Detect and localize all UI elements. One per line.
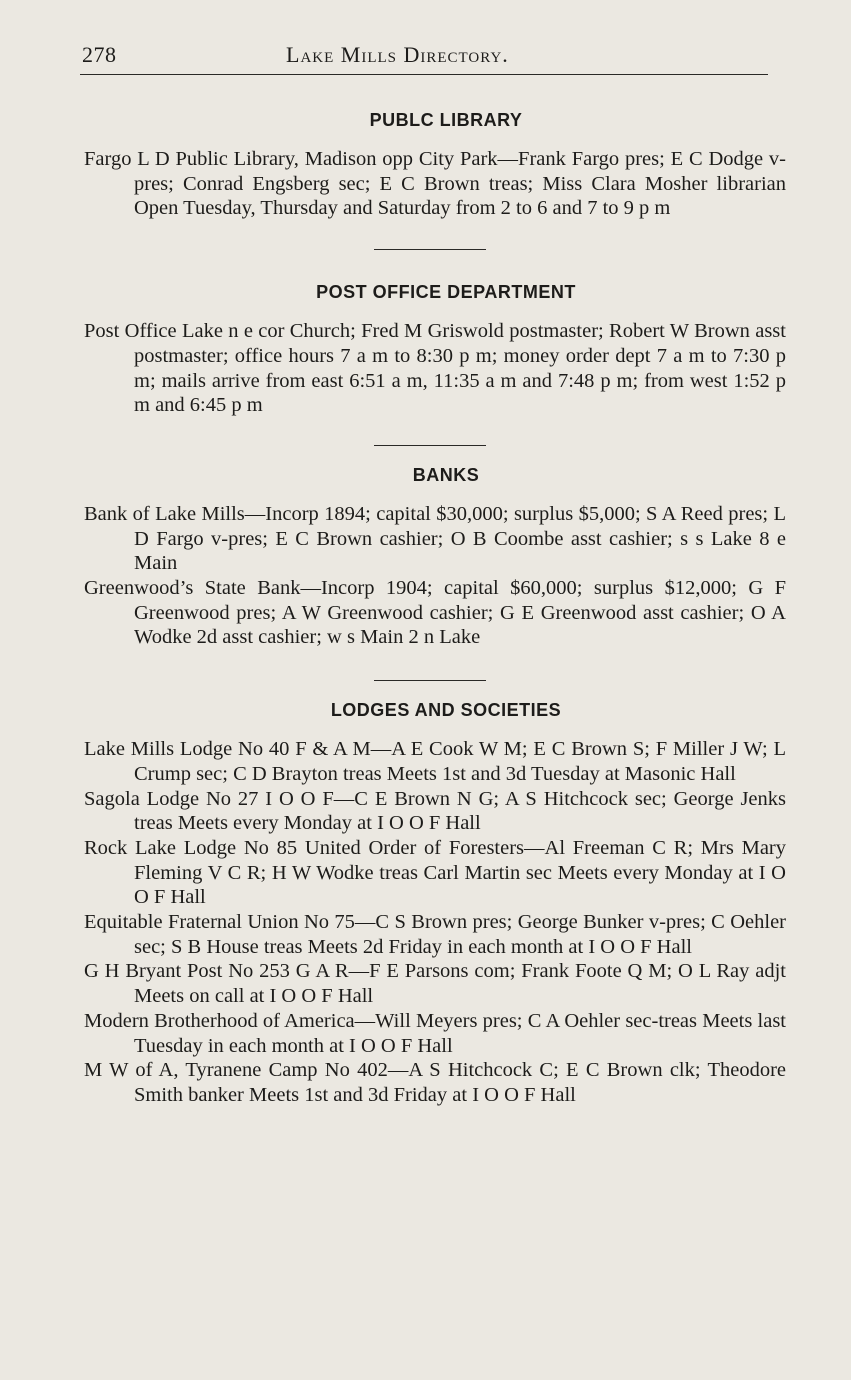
page-header [80,42,768,76]
section-title: LODGES AND SOCIETIES [330,700,562,721]
page-number: 278 [82,42,117,67]
directory-entry: M W of A, Tyranene Camp No 402—A S Hitchcock C; E C Brown clk; Theodore Smith banker Meets 1st and 3d Friday at I O O F Hall [84,1059,786,1106]
section-divider [374,680,486,681]
directory-entry: Bank of Lake Mills—Incorp 1894; capital $30,000; surplus $5,000; S A Reed pres; L D Fargo v-pres; E C Brown cashier; O B Coombe asst cashier; s s Lake 8 e Main [84,502,786,575]
section-title: PUBLC LIBRARY [369,110,523,130]
section-divider [374,249,486,250]
directory-entry: Rock Lake Lodge No 85 United Order of Foresters—Al Freeman C R; Mrs Mary Fleming V C R; H W Wodke treas Carl Martin sec Meets every Monday at I O O F Hall [84,836,786,909]
running-title: Lake Mills Directory. [286,42,509,67]
section-title: BANKS [412,464,480,485]
directory-entry: Lake Mills Lodge No 40 F & A M—A E Cook W M; E C Brown S; F Miller J W; L Crump sec; C D Brayton treas Meets 1st and 3d Tuesday at Masonic Hall [84,738,786,785]
section-title: POST OFFICE DEPARTMENT [316,282,576,303]
section-lodges-and-societies [84,695,786,1108]
directory-entry: Modern Brotherhood of America—Will Meyers pres; C A Oehler sec-treas Meets last Tuesday in each month at I O O F Hall [84,1009,786,1057]
directory-entry: Post Office Lake n e cor Church; Fred M Griswold postmaster; Robert W Brown asst postmaster; office hours 7 a m to 8:30 p m; money order dept 7 a m to 7:30 p m; mails arrive from east 6:51 a m, 11:35 a m and 7:48 p m; from west 1:52 p m and 6:45 p m [84,320,786,417]
directory-entry: Fargo L D Public Library, Madison opp City Park—Frank Fargo pres; E C Dodge v-pres; Conrad Engsberg sec; E C Brown treas; Miss Clara Mosher librarian Open Tuesday, Thursday and Saturday from 2 to 6 and 7 to 9 p m [84,148,786,220]
section-public-library [84,105,786,221]
directory-entry: G H Bryant Post No 253 G A R—F E Parsons com; Frank Foote Q M; O L Ray adjt Meets on call at I O O F Hall [84,960,786,1008]
header-rule [80,74,768,75]
directory-entry: Greenwood’s State Bank—Incorp 1904; capital $60,000; surplus $12,000; G F Greenwood pres; A W Greenwood cashier; G E Greenwood asst cashier; O A Wodke 2d asst cashier; w s Main 2 n Lake [84,577,786,649]
directory-entry: Equitable Fraternal Union No 75—C S Brown pres; George Bunker v-pres; C Oehler sec; S B House treas Meets 2d Friday in each month at I O O F Hall [84,911,786,958]
section-banks [84,460,786,650]
page-content [84,105,786,1108]
directory-entry: Sagola Lodge No 27 I O O F—C E Brown N G; A S Hitchcock sec; George Jenks treas Meets every Monday at I O O F Hall [84,787,786,835]
section-divider [374,445,486,446]
section-post-office [84,277,786,418]
